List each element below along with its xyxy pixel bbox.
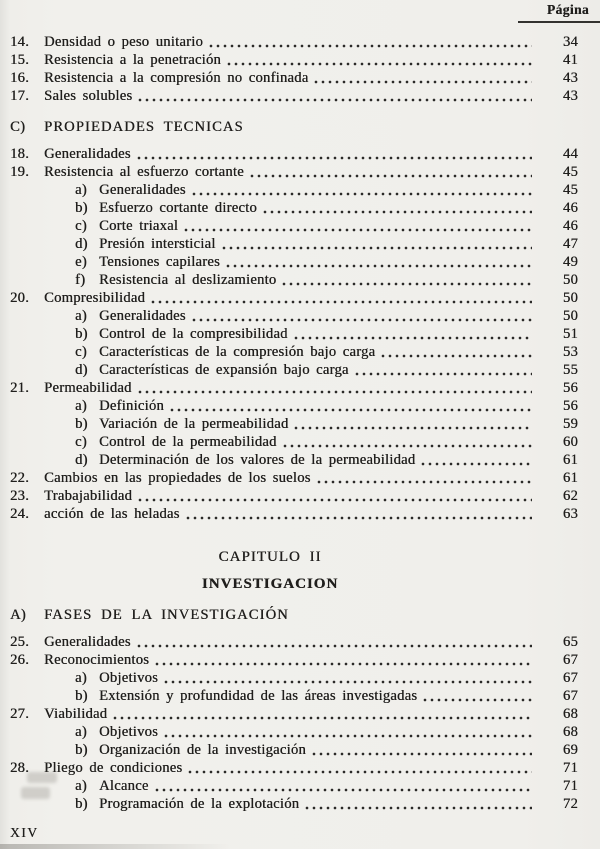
entry-label: Generalidades	[99, 182, 186, 198]
entry-page-number: 60	[562, 434, 578, 450]
entry-number: a)	[75, 724, 87, 740]
dot-leader	[191, 307, 532, 325]
entry-label: Definición	[99, 398, 164, 414]
entry-number: 24.	[10, 506, 29, 522]
entry-page-number: 46	[562, 200, 578, 216]
toc-subitem	[10, 669, 578, 687]
entry-number: d)	[75, 452, 88, 468]
entry-label: Alcance	[99, 778, 149, 794]
entry-number: C)	[10, 119, 26, 135]
dot-leader	[281, 271, 532, 289]
dot-leader	[221, 235, 532, 253]
entry-page-number: 61	[562, 470, 578, 486]
entry-label: Resistencia al esfuerzo cortante	[44, 164, 244, 180]
entry-label: Resistencia a la compresión no confinada	[44, 70, 309, 86]
entry-number: 20.	[10, 290, 29, 306]
dot-leader	[380, 343, 532, 361]
dot-leader	[226, 51, 532, 69]
entry-number: a)	[75, 308, 87, 324]
dot-leader	[262, 199, 532, 217]
entry-number: b)	[75, 326, 88, 342]
toc-subitem	[10, 397, 578, 415]
entry-page-number: 59	[562, 416, 578, 432]
entry-label: PROPIEDADES TECNICAS	[44, 119, 244, 135]
toc-subitem	[10, 687, 578, 705]
entry-label: Compresibilidad	[44, 290, 146, 306]
entry-page-number: 68	[562, 706, 578, 722]
toc-subitem	[10, 361, 578, 379]
toc-subitem	[10, 723, 578, 741]
entry-page-number: 43	[562, 70, 578, 86]
entry-page-number: 45	[562, 182, 578, 198]
entry-number: 14.	[10, 34, 29, 50]
entry-label: Organización de la investigación	[99, 742, 306, 758]
entry-label: Corte triaxal	[99, 218, 179, 234]
entry-number: 28.	[10, 760, 29, 776]
entry-label: Sales solubles	[44, 88, 133, 104]
toc-item	[10, 163, 578, 181]
entry-page-number: 41	[562, 52, 578, 68]
entry-page-number: 65	[562, 634, 578, 650]
toc-subitem	[10, 777, 578, 795]
entry-number: a)	[75, 670, 87, 686]
toc-item	[10, 705, 578, 723]
dot-leader	[208, 33, 532, 51]
entry-number: e)	[75, 254, 87, 270]
entry-page-number: 34	[562, 34, 578, 50]
entry-page-number: 71	[562, 760, 578, 776]
entry-number: a)	[75, 398, 87, 414]
dot-leader	[137, 379, 532, 397]
dot-leader	[137, 87, 532, 105]
entry-page-number: 44	[562, 146, 578, 162]
entry-label: Resistencia al deslizamiento	[99, 272, 277, 288]
chapter-heading	[0, 548, 554, 566]
toc-item	[10, 289, 578, 307]
entry-page-number: 50	[562, 308, 578, 324]
entry-page-number: 67	[562, 652, 578, 668]
dot-leader	[304, 795, 532, 813]
dot-leader	[136, 145, 532, 163]
dot-leader	[112, 705, 532, 723]
dot-leader	[293, 415, 532, 433]
entry-number: c)	[75, 434, 87, 450]
entry-number: A)	[10, 607, 26, 623]
dot-leader	[136, 633, 532, 651]
entry-label: Reconocimientos	[44, 652, 150, 668]
toc-item	[10, 759, 578, 777]
toc-item	[10, 69, 578, 87]
toc-subitem	[10, 795, 578, 813]
entry-page-number: 56	[562, 398, 578, 414]
entry-number: b)	[75, 688, 88, 704]
toc-item	[10, 87, 578, 105]
entry-page-number: 67	[562, 688, 578, 704]
entry-page-number: 50	[562, 290, 578, 306]
entry-number: 27.	[10, 706, 29, 722]
entry-page-number: 46	[562, 218, 578, 234]
page-header-rule	[518, 21, 600, 23]
entry-page-number: 68	[562, 724, 578, 740]
entry-label: Generalidades	[99, 308, 186, 324]
toc-list	[10, 33, 578, 813]
toc-subitem	[10, 217, 578, 235]
entry-number: 26.	[10, 652, 29, 668]
entry-label: FASES DE LA INVESTIGACIÓN	[44, 607, 289, 623]
entry-page-number: 69	[562, 742, 578, 758]
entry-page-number: 51	[562, 326, 578, 342]
entry-label: Viabilidad	[44, 706, 108, 722]
entry-label: CAPITULO II	[218, 549, 322, 565]
entry-number: b)	[75, 200, 88, 216]
entry-number: 18.	[10, 146, 29, 162]
dot-leader	[293, 325, 532, 343]
ink-bleed-mark	[27, 772, 57, 783]
entry-page-number: 49	[562, 254, 578, 270]
dot-leader	[354, 361, 532, 379]
entry-page-number: 61	[562, 452, 578, 468]
entry-label: Trabajabilidad	[44, 488, 133, 504]
entry-number: d)	[75, 236, 88, 252]
entry-label: Cambios en las propiedades de los suelos	[44, 470, 311, 486]
dot-leader	[191, 181, 532, 199]
entry-number: 22.	[10, 470, 29, 486]
section-heading	[10, 118, 578, 136]
entry-label: Extensión y profundidad de las áreas investigadas	[99, 688, 418, 704]
dot-leader	[311, 741, 532, 759]
entry-page-number: 62	[562, 488, 578, 504]
toc-subitem	[10, 235, 578, 253]
entry-number: 17.	[10, 88, 29, 104]
entry-page-number: 56	[562, 380, 578, 396]
toc-subitem	[10, 343, 578, 361]
entry-number: 25.	[10, 634, 29, 650]
entry-page-number: 72	[562, 796, 578, 812]
entry-label: Tensiones capilares	[99, 254, 220, 270]
entry-number: a)	[75, 182, 87, 198]
entry-number: f)	[75, 272, 86, 288]
entry-page-number: 67	[562, 670, 578, 686]
dot-leader	[137, 487, 532, 505]
entry-label: Determinación de los valores de la permeabilidad	[99, 452, 416, 468]
entry-label: Objetivos	[99, 670, 159, 686]
dot-leader	[150, 289, 532, 307]
dot-leader	[225, 253, 532, 271]
dot-leader	[422, 687, 532, 705]
entry-label: INVESTIGACION	[201, 576, 339, 592]
ink-bleed-mark	[21, 787, 50, 799]
toc-subitem	[10, 741, 578, 759]
dot-leader	[169, 397, 532, 415]
entry-label: Objetivos	[99, 724, 159, 740]
toc-item	[10, 487, 578, 505]
toc-item	[10, 145, 578, 163]
entry-label: Variación de la permeabilidad	[99, 416, 289, 432]
toc-subitem	[10, 307, 578, 325]
entry-number: d)	[75, 362, 88, 378]
toc-item	[10, 51, 578, 69]
toc-item	[10, 469, 578, 487]
entry-number: b)	[75, 742, 88, 758]
dot-leader	[154, 777, 532, 795]
entry-number: b)	[75, 796, 88, 812]
entry-label: Densidad o peso unitario	[44, 34, 204, 50]
chapter-title	[0, 575, 554, 593]
entry-label: Resistencia a la penetración	[44, 52, 221, 68]
entry-number: 19.	[10, 164, 29, 180]
dot-leader	[154, 651, 532, 669]
entry-label: Permeabilidad	[44, 380, 132, 396]
dot-leader	[316, 469, 532, 487]
entry-number: c)	[75, 218, 87, 234]
page-edge-shadow	[0, 844, 230, 849]
entry-number: 15.	[10, 52, 29, 68]
toc-subitem	[10, 253, 578, 271]
dot-leader	[183, 217, 532, 235]
toc-subitem	[10, 433, 578, 451]
entry-label: acción de las heladas	[44, 506, 180, 522]
toc-subitem	[10, 199, 578, 217]
entry-page-number: 55	[562, 362, 578, 378]
toc-item	[10, 633, 578, 651]
page-column-header: Página	[546, 2, 589, 17]
entry-label: Pliego de condiciones	[44, 760, 183, 776]
entry-number: c)	[75, 344, 87, 360]
dot-leader	[163, 723, 532, 741]
entry-label: Presión intersticial	[99, 236, 216, 252]
entry-number: 21.	[10, 380, 29, 396]
toc-subitem	[10, 271, 578, 289]
dot-leader	[249, 163, 532, 181]
entry-label: Esfuerzo cortante directo	[99, 200, 257, 216]
toc-item	[10, 651, 578, 669]
toc-item	[10, 33, 578, 51]
entry-page-number: 43	[562, 88, 578, 104]
entry-label: Generalidades	[44, 146, 131, 162]
toc-item	[10, 379, 578, 397]
entry-number: a)	[75, 778, 87, 794]
entry-label: Generalidades	[44, 634, 131, 650]
entry-label: Control de la permeabilidad	[99, 434, 277, 450]
toc-subitem	[10, 415, 578, 433]
toc-subitem	[10, 325, 578, 343]
dot-leader	[313, 69, 532, 87]
entry-label: Programación de la explotación	[99, 796, 300, 812]
dot-leader	[420, 451, 532, 469]
dot-leader	[185, 505, 532, 523]
dot-leader	[282, 433, 532, 451]
entry-page-number: 47	[562, 236, 578, 252]
entry-page-number: 63	[562, 506, 578, 522]
entry-number: 23.	[10, 488, 29, 504]
dot-leader	[187, 759, 532, 777]
entry-number: 16.	[10, 70, 29, 86]
section-heading	[10, 606, 578, 624]
entry-label: Características de expansión bajo carga	[99, 362, 349, 378]
entry-page-number: 71	[562, 778, 578, 794]
entry-page-number: 45	[562, 164, 578, 180]
entry-number: b)	[75, 416, 88, 432]
entry-label: Control de la compresibilidad	[99, 326, 288, 342]
toc-subitem	[10, 181, 578, 199]
entry-label: Características de la compresión bajo carga	[99, 344, 376, 360]
dot-leader	[163, 669, 532, 687]
toc-subitem	[10, 451, 578, 469]
toc-item	[10, 505, 578, 523]
entry-page-number: 50	[562, 272, 578, 288]
entry-page-number: 53	[562, 344, 578, 360]
folio-number: XIV	[10, 825, 39, 840]
